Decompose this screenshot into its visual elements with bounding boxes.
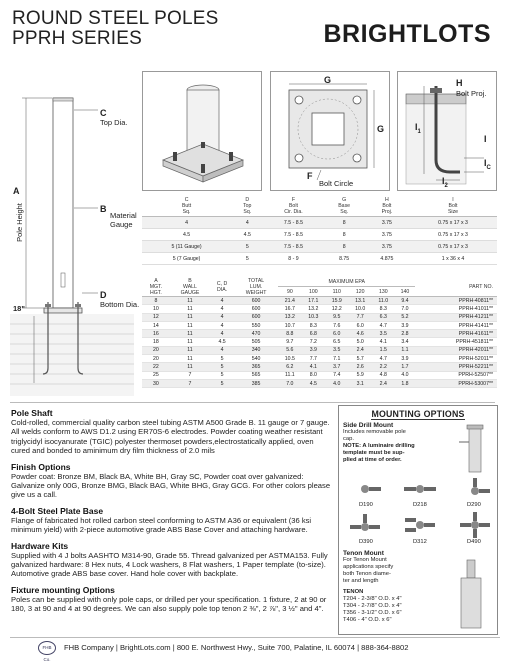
table-cell: 20 <box>142 346 170 354</box>
table-row <box>142 313 497 321</box>
table-cell: 3.7 <box>325 363 348 371</box>
tenon-text-3: both Tenon diame- <box>343 571 391 577</box>
label-f: F <box>307 171 313 181</box>
table-cell: 4.5 <box>210 338 234 346</box>
label-d-text: Bottom Dia. <box>100 300 140 309</box>
table-cell: 13.2 <box>278 313 301 321</box>
table-body <box>142 217 497 265</box>
tenon-item: T304 - 2-7/8" O.D. x 4" <box>343 603 402 609</box>
tenon-text-2: applications specify <box>343 564 394 570</box>
header-speed: 140 <box>395 287 416 297</box>
part-number-cell: PPRH-41011** <box>415 305 497 313</box>
footer-text: FHB Company | BrightLots.com | 800 E. Northwest Hwy., Suite 700, Palatine, IL 60074 | 888-364-8802 <box>64 643 409 652</box>
table-cell: 5.9 <box>348 371 371 379</box>
table-cell: 600 <box>234 305 278 313</box>
table-cell: 4 <box>210 321 234 329</box>
side-drill-title: Side Drill Mount <box>343 422 394 429</box>
table-cell: 10 <box>142 305 170 313</box>
table-row <box>142 363 497 371</box>
label-h-text: Bolt Proj. <box>456 89 487 98</box>
table-cell: 0.75 x 17 x 3 <box>409 217 497 229</box>
page-footer <box>10 637 500 662</box>
tenon-title: Tenon Mount <box>343 550 384 557</box>
kits-title: Hardware Kits <box>11 540 69 551</box>
label-b: B <box>100 204 107 214</box>
drill-config-row-1 <box>347 476 493 502</box>
d290-label: D290 <box>467 502 481 508</box>
table-cell: 2.6 <box>348 363 371 371</box>
table-cell: 11 <box>170 297 210 305</box>
header-dia: C, D DIA. <box>210 278 234 297</box>
table-cell: 4.5 <box>302 379 325 387</box>
d190-icon <box>361 485 381 493</box>
table-cell: 10.7 <box>278 321 301 329</box>
table-cell: 5 <box>210 355 234 363</box>
table-cell: 5 <box>210 371 234 379</box>
table-cell: 4 <box>210 313 234 321</box>
table-cell: 8.3 <box>372 305 395 313</box>
brand-logo: BRIGHTLOTS <box>323 20 491 48</box>
table-cell: 11.1 <box>278 371 301 379</box>
table-cell: 15.9 <box>325 297 348 305</box>
part-number-cell: PPRH-40811** <box>415 297 497 305</box>
label-g-top: G <box>324 75 332 85</box>
table-cell: 21.4 <box>278 297 301 305</box>
table-cell: 6.0 <box>325 330 348 338</box>
table-cell: 9.5 <box>325 313 348 321</box>
table-cell: 7.7 <box>348 313 371 321</box>
part-number-cell: PPRH-52507** <box>415 371 497 379</box>
d312-label: D312 <box>413 539 427 545</box>
table-cell: 5.6 <box>278 346 301 354</box>
label-i1 <box>415 122 421 135</box>
table-cell: 11 <box>170 321 210 329</box>
table-row <box>142 371 497 379</box>
table-body <box>142 297 497 388</box>
table-cell: 7.0 <box>278 379 301 387</box>
table-cell: 7.6 <box>325 321 348 329</box>
table-cell: 3.9 <box>395 355 416 363</box>
table-cell: 4.6 <box>348 330 371 338</box>
fhb-logo: FHB Co. <box>38 641 56 655</box>
d312-icon <box>405 518 435 532</box>
table-cell: 13.2 <box>302 305 325 313</box>
d490-label: D490 <box>467 539 481 545</box>
note-line-1: NOTE: A luminaire drilling <box>343 443 415 449</box>
header-total-weight: TOTAL LUM. WEIGHT <box>234 278 278 297</box>
table-cell: 6.5 <box>325 338 348 346</box>
header-max-epa: MAXIMUM EPA <box>278 278 415 287</box>
d190-label: D190 <box>359 502 373 508</box>
label-i2-main: I <box>442 176 445 186</box>
table-row <box>142 241 497 253</box>
label-i2-sub: 2 <box>444 182 448 189</box>
table-cell: 2.4 <box>372 379 395 387</box>
table-cell: 3.5 <box>325 346 348 354</box>
table-cell: 30 <box>142 379 170 387</box>
table-cell: 3.4 <box>395 338 416 346</box>
base-top-view <box>270 71 390 191</box>
table-cell: 0.75 x 17 x 3 <box>409 241 497 253</box>
section-divider <box>10 402 495 403</box>
table-cell: 4 <box>210 297 234 305</box>
side-drill-text-2: cap. <box>343 436 354 442</box>
table-cell: 4.0 <box>395 371 416 379</box>
part-number-cell: PPRH-52011** <box>415 355 497 363</box>
label-b-text-1: Material <box>110 211 137 220</box>
table-header: H Bolt Proj. <box>365 196 409 217</box>
table-cell: 3.75 <box>365 217 409 229</box>
header-speed: 120 <box>348 287 371 297</box>
kits-text: Supplied with 4 J bolts AASHTO M314-90, Grade 55. Thread galvanized per ASTMA153. Fully galvanized hardware: 8 Hex nuts, 4 Lock washers, 8 Flat washers, 1 Paper template (to-size). Automotive grade ABS base cover. Hand hole cover with backplate. <box>11 550 328 579</box>
table-cell: 11.0 <box>372 297 395 305</box>
table-cell: 7.7 <box>302 355 325 363</box>
table-cell: 7.4 <box>325 371 348 379</box>
d290-icon <box>471 478 490 495</box>
side-drill-text-1: Includes removable pole <box>343 429 406 435</box>
table-header: G Base Sq. <box>324 196 365 217</box>
table-header-row <box>142 196 497 217</box>
table-cell: 9.4 <box>395 297 416 305</box>
table-cell: 10.3 <box>302 313 325 321</box>
table-cell: 600 <box>234 313 278 321</box>
table-cell: 5.0 <box>348 338 371 346</box>
tenon-text-1: For Tenon Mount <box>343 557 387 563</box>
table-row <box>142 321 497 329</box>
table-cell: 11 <box>170 313 210 321</box>
table-cell: 9.7 <box>278 338 301 346</box>
table-cell: 14 <box>142 321 170 329</box>
table-header: I Bolt Size <box>409 196 497 217</box>
table-cell: 18 <box>142 338 170 346</box>
table-cell: 4 <box>142 217 231 229</box>
header-mgt-hgt: A MGT. HGT. <box>142 278 170 297</box>
table-cell: 3.75 <box>365 229 409 241</box>
label-f-text: Bolt Circle <box>319 179 354 188</box>
header-wall-gauge: B WALL GAUGE <box>170 278 210 297</box>
table-cell: 4.1 <box>372 338 395 346</box>
table-cell: 3.5 <box>372 330 395 338</box>
label-ic-main: I <box>484 158 487 168</box>
label-c: C <box>100 108 107 118</box>
label-a-text: Pole Height <box>14 203 24 242</box>
label-b-text-2: Gauge <box>110 220 133 229</box>
table-cell: 1.5 <box>372 346 395 354</box>
label-ic <box>484 158 491 171</box>
table-cell: 7 <box>170 379 210 387</box>
table-cell: 6.0 <box>348 321 371 329</box>
side-drill-info <box>343 422 443 464</box>
table-cell: 1.8 <box>395 379 416 387</box>
tenon-item: T204 - 2-3/8" O.D. x 4" <box>343 596 402 602</box>
label-i1-sub: 1 <box>417 128 421 135</box>
tenon-text-4: ter and length <box>343 578 379 584</box>
header-part-no: PART NO. <box>415 278 497 297</box>
shaft-text: Cold-rolled, commercial quality carbon steel tubing ASTM A500 Grade B. 11 gauge or 7 gauge. All welds conform to AWS D1.2 using ER70S-6 electrodes. Powder coating weather resistant triglycidyl isocyanurate (TGIC) polyester thermoset powders,electrostatically applied, oven cured and bonded to aminimum dry film thickness of 2.0 mils <box>11 418 330 456</box>
table-cell: 16 <box>142 330 170 338</box>
label-g-side: G <box>377 124 385 134</box>
table-row <box>142 297 497 305</box>
table-cell: 2.8 <box>395 330 416 338</box>
table-cell: 600 <box>234 297 278 305</box>
table-cell: 3.9 <box>302 346 325 354</box>
base-title: 4-Bolt Steel Plate Base <box>11 505 104 516</box>
table-cell: 1.7 <box>395 363 416 371</box>
table-row <box>142 253 497 265</box>
table-cell: 7.5 - 8.5 <box>263 229 323 241</box>
table-cell: 385 <box>234 379 278 387</box>
table-header: F Bolt Cir. Dia. <box>263 196 323 217</box>
table-row <box>142 379 497 387</box>
table-cell: 12 <box>142 313 170 321</box>
table-header-row <box>142 278 497 287</box>
label-ic-sub: C <box>486 164 491 171</box>
table-cell: 550 <box>234 321 278 329</box>
label-i: I <box>484 134 487 144</box>
table-header: C Butt Sq. <box>142 196 231 217</box>
title-line-1: ROUND STEEL POLES <box>12 8 219 29</box>
tenon-item: T356 - 3-1/2" O.D. x 6" <box>343 610 402 616</box>
table-cell: 2.4 <box>348 346 371 354</box>
table-row <box>142 355 497 363</box>
table-row <box>142 330 497 338</box>
table-cell: 4.7 <box>372 321 395 329</box>
label-a: A <box>13 186 20 196</box>
table-cell: 7.0 <box>395 305 416 313</box>
table-cell: 7 <box>170 371 210 379</box>
table-cell: 5 (7 Gauge) <box>142 253 231 265</box>
table-cell: 11 <box>170 355 210 363</box>
pole-diagram <box>8 68 140 398</box>
label-i2 <box>442 176 448 189</box>
table-cell: 6.2 <box>278 363 301 371</box>
table-cell: 4.8 <box>372 371 395 379</box>
table-cell: 4.5 <box>231 229 263 241</box>
spec-text-column <box>11 408 331 614</box>
table-row <box>142 305 497 313</box>
table-cell: 16.7 <box>278 305 301 313</box>
header-speed: 130 <box>372 287 395 297</box>
base-3d-drawing <box>143 72 261 190</box>
label-d: D <box>100 290 107 300</box>
table-cell: 5 <box>231 241 263 253</box>
table-cell: 8.75 <box>324 253 365 265</box>
table-cell: 8 - 9 <box>263 253 323 265</box>
table-cell: 7.5 - 8.5 <box>263 241 323 253</box>
table-cell: 4 <box>210 305 234 313</box>
table-cell: 8.8 <box>278 330 301 338</box>
table-cell: 5 <box>210 363 234 371</box>
table-cell: 4.7 <box>372 355 395 363</box>
table-cell: 4.875 <box>365 253 409 265</box>
table-cell: 340 <box>234 346 278 354</box>
shaft-title: Pole Shaft <box>11 408 53 418</box>
table-cell: 4 <box>210 330 234 338</box>
bolt-dimension-table <box>142 196 497 265</box>
table-cell: 11 <box>170 305 210 313</box>
header-speed: 110 <box>325 287 348 297</box>
tenon-info <box>343 550 443 624</box>
table-cell: 25 <box>142 371 170 379</box>
table-cell: 0.75 x 17 x 3 <box>409 229 497 241</box>
table-cell: 6.3 <box>372 313 395 321</box>
fixture-title: Fixture mounting Options <box>11 584 115 595</box>
header-speed: 100 <box>302 287 325 297</box>
mounting-title <box>339 406 497 419</box>
table-cell: 4.1 <box>302 363 325 371</box>
table-cell: 11 <box>170 346 210 354</box>
mounting-options-box <box>338 405 498 635</box>
table-cell: 1 x 36 x 4 <box>409 253 497 265</box>
table-cell: 17.1 <box>302 297 325 305</box>
note-line-2: template must be sup- <box>343 450 405 456</box>
table-cell: 4 <box>210 346 234 354</box>
part-number-cell: PPRH-52211** <box>415 363 497 371</box>
table-cell: 470 <box>234 330 278 338</box>
table-cell: 11 <box>170 363 210 371</box>
label-h: H <box>456 78 463 88</box>
table-cell: 365 <box>234 363 278 371</box>
table-row <box>142 229 497 241</box>
table-cell: 565 <box>234 371 278 379</box>
table-cell: 22 <box>142 363 170 371</box>
table-cell: 3.75 <box>365 241 409 253</box>
part-number-cell: PPRH-41411** <box>415 321 497 329</box>
d218-label: D218 <box>413 502 427 508</box>
table-cell: 5 <box>210 379 234 387</box>
table-cell: 540 <box>234 355 278 363</box>
title-line-2: PPRH SERIES <box>12 28 142 49</box>
side-drill-pole-icon <box>457 422 493 474</box>
base-top-drawing <box>271 72 389 190</box>
finish-title: Finish Options <box>11 461 71 472</box>
note-line-3: plied at time of order. <box>343 457 402 463</box>
table-cell: 13.1 <box>348 297 371 305</box>
table-cell: 4 <box>231 217 263 229</box>
table-cell: 4.0 <box>325 379 348 387</box>
table-cell: 7.2 <box>302 338 325 346</box>
epa-table <box>142 278 497 388</box>
label-c-text: Top Dia. <box>100 118 128 127</box>
d390-label: D390 <box>359 539 373 545</box>
page-title <box>12 9 218 49</box>
drill-config-row-2 <box>347 512 493 538</box>
bolt-detail-view <box>397 71 497 191</box>
fixture-text: Poles can be supplied with only pole caps, or drilled per your specification. 1 fixture, 2 at 90 or 180, 3 at 90 and 4 at 90 degrees. We can also supply pole top tenon 2 ⅜", 2 ⅞", 3 ½" and 4". <box>11 594 327 614</box>
label-18-inch: 18" <box>13 304 25 313</box>
table-cell: 11 <box>170 330 210 338</box>
table-cell: 5 <box>231 253 263 265</box>
table-cell: 8 <box>324 217 365 229</box>
table-cell: 5.7 <box>348 355 371 363</box>
table-cell: 2.2 <box>372 363 395 371</box>
table-cell: 8 <box>142 297 170 305</box>
d218-icon <box>404 485 436 493</box>
table-cell: 10.5 <box>278 355 301 363</box>
tenon-head: TENON <box>343 589 364 595</box>
table-cell: 8 <box>324 241 365 253</box>
table-row <box>142 338 497 346</box>
table-cell: 12.2 <box>325 305 348 313</box>
label-i1-main: I <box>415 122 418 132</box>
part-number-cell: PPRH-41211** <box>415 313 497 321</box>
mounting-title-text: MOUNTING OPTIONS <box>371 409 465 419</box>
table-cell: 7.1 <box>325 355 348 363</box>
tenon-item: T406 - 4" O.D. x 6" <box>343 617 392 623</box>
part-number-cell: PPRH-42011** <box>415 346 497 354</box>
part-number-cell: PPRH-53007** <box>415 379 497 387</box>
part-number-cell: PPRH-451811** <box>415 338 497 346</box>
table-row <box>142 217 497 229</box>
table-cell: 7.5 - 8.5 <box>263 217 323 229</box>
table-cell: 11 <box>170 338 210 346</box>
table-cell: 3.9 <box>395 321 416 329</box>
base-3d-view <box>142 71 262 191</box>
table-cell: 8 <box>324 229 365 241</box>
finish-text: Powder coat: Bronze BM, Black BA, White BH, Gray SC, Powder coat over galvanized: Galvanize only 00G, Bronze BMG, Black BAG, White BHG, Gray GCG. For other colors please give us a call. <box>11 471 331 500</box>
table-cell: 505 <box>234 338 278 346</box>
part-number-cell: PPRH-41611** <box>415 330 497 338</box>
header-speed: 90 <box>278 287 301 297</box>
table-cell: 8.0 <box>302 371 325 379</box>
table-cell: 1.1 <box>395 346 416 354</box>
table-cell: 5.2 <box>395 313 416 321</box>
table-cell: 3.1 <box>348 379 371 387</box>
table-header: D Top Sq. <box>231 196 263 217</box>
table-cell: 6.8 <box>302 330 325 338</box>
table-row <box>142 346 497 354</box>
table-cell: 20 <box>142 355 170 363</box>
table-cell: 4.5 <box>142 229 231 241</box>
table-cell: 10.0 <box>348 305 371 313</box>
table-cell: 8.3 <box>302 321 325 329</box>
tenon-pole-icon <box>449 556 493 632</box>
d390-icon <box>350 514 380 531</box>
base-text: Flange of fabricated hot rolled carbon steel conforming to ASTM A36 or equivalent (36 ksi minimum yield) with 2-piece automotive grade ABS Base Cover and attaching hardware. <box>11 515 312 535</box>
d490-icon <box>460 512 490 538</box>
table-cell: 5 (11 Gauge) <box>142 241 231 253</box>
